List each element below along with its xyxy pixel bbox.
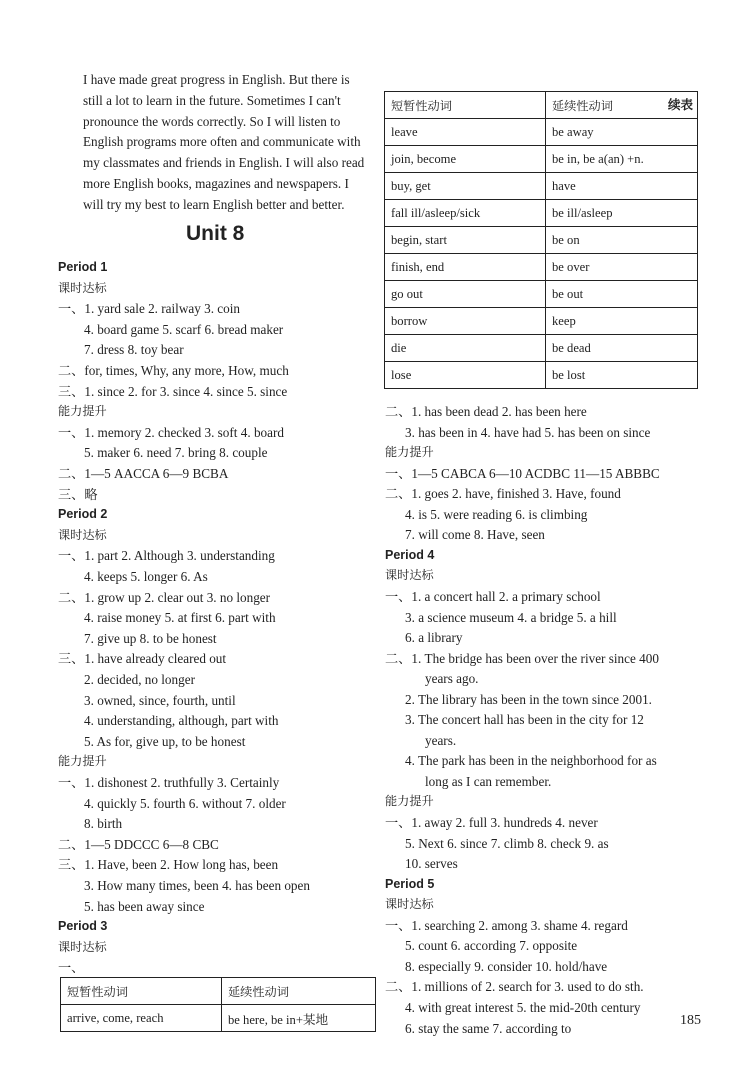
table-row — [385, 227, 698, 254]
answer-line: 2. The library has been in the town since 2001. — [405, 691, 652, 707]
table-cell: be out — [546, 281, 698, 308]
section-heading: 课时达标 — [58, 527, 107, 542]
answer-line: 三、1. since 2. for 3. since 4. since 5. since — [58, 383, 288, 399]
answer-line: 10. serves — [405, 856, 458, 872]
answer-line: 3. How many times, been 4. has been open — [84, 878, 310, 893]
answer-line: 4. raise money 5. at first 6. part with — [84, 610, 276, 626]
answer-line: years ago. — [425, 671, 479, 687]
period-heading: Period 3 — [58, 919, 108, 934]
answer-line: 一、1. dishonest 2. truthfully 3. Certainly — [58, 775, 280, 790]
page-number: 185 — [680, 1013, 701, 1028]
section-heading: 课时达标 — [58, 280, 107, 295]
answer-line: 3. a science museum 4. a bridge 5. a hill — [405, 609, 617, 625]
table-row — [385, 146, 698, 173]
table-cell: have — [546, 173, 698, 200]
answer-line: 二、1. millions of 2. search for 3. used to do sth. — [385, 979, 644, 995]
table-row — [385, 281, 698, 308]
paragraph-line: English programs more often and communicate with — [83, 134, 361, 150]
answer-line: 5. count 6. according 7. opposite — [405, 938, 578, 954]
table-cell: die — [385, 335, 546, 362]
table-cell: leave — [385, 119, 546, 146]
table-header-row — [385, 92, 698, 119]
paragraph-line: my classmates and friends in English. I will also read — [83, 155, 365, 171]
answer-line: 一、 — [58, 960, 85, 976]
table-cell: go out — [385, 281, 546, 308]
answer-line: 5. Next 6. since 7. climb 8. check 9. as — [405, 835, 609, 851]
answer-line: 7. give up 8. to be honest — [84, 630, 217, 646]
period-heading: Period 1 — [58, 260, 108, 274]
table-cell: be over — [546, 254, 698, 281]
answer-line: 8. especially 9. consider 10. hold/have — [405, 958, 608, 974]
table-row — [385, 335, 698, 362]
section-heading: 能力提升 — [385, 794, 434, 809]
answer-line: 6. stay the same 7. according to — [405, 1020, 572, 1036]
answer-line: 5. As for, give up, to be honest — [84, 733, 246, 749]
paragraph-line: I have made great progress in English. But there is — [83, 72, 350, 87]
table-row — [385, 200, 698, 227]
answer-line: 3. owned, since, fourth, until — [84, 692, 236, 708]
table-cell: borrow — [385, 308, 546, 335]
table-cell: begin, start — [385, 227, 546, 254]
answer-line: 8. birth — [84, 816, 123, 832]
period-heading: Period 5 — [385, 876, 435, 891]
answer-line: 二、1. has been dead 2. has been here — [385, 404, 587, 419]
answer-line: 4. The park has been in the neighborhood for as — [405, 753, 657, 769]
answer-line: 一、1. yard sale 2. railway 3. coin — [58, 301, 241, 317]
table-cell: be ill/asleep — [546, 200, 698, 227]
table-cell: be here, be in+某地 — [222, 1005, 376, 1032]
answer-line: 一、1—5 CABCA 6—10 ACDBC 11—15 ABBBC — [385, 465, 660, 481]
paragraph-line: will try my best to learn English better and better. — [83, 196, 345, 212]
table-cell: keep — [546, 308, 698, 335]
table-cell: arrive, come, reach — [61, 1005, 222, 1032]
section-heading: 课时达标 — [385, 568, 434, 583]
answer-line: 4. quickly 5. fourth 6. without 7. older — [84, 795, 286, 811]
table-cell: be dead — [546, 335, 698, 362]
table-header-cell: 延续性动词 — [546, 92, 698, 119]
answer-line: 一、1. away 2. full 3. hundreds 4. never — [385, 815, 598, 830]
answer-line: 一、1. searching 2. among 3. shame 4. regard — [385, 917, 628, 933]
section-heading: 能力提升 — [58, 404, 107, 419]
section-heading: 能力提升 — [385, 445, 434, 460]
answer-line: 二、1. The bridge has been over the river since 400 — [385, 650, 659, 666]
answer-line: long as I can remember. — [425, 773, 552, 789]
continued-label: 续表 — [668, 97, 694, 112]
answer-line: 三、1. Have, been 2. How long has, been — [58, 857, 279, 873]
answer-line: 4. is 5. were reading 6. is climbing — [405, 506, 588, 522]
answer-line: 4. board game 5. scarf 6. bread maker — [84, 321, 284, 337]
table-cell: join, become — [385, 146, 546, 173]
answer-line: 3. has been in 4. have had 5. has been on since — [405, 424, 651, 440]
answer-line: 一、1. a concert hall 2. a primary school — [385, 588, 601, 604]
answer-line: 7. will come 8. Have, seen — [405, 527, 545, 543]
answer-line: 三、1. have already cleared out — [58, 651, 227, 667]
answer-line: 4. understanding, although, part with — [84, 713, 279, 729]
answer-line: 4. with great interest 5. the mid-20th century — [405, 999, 641, 1015]
answer-line: 三、略 — [58, 486, 98, 502]
section-heading: 课时达标 — [385, 897, 434, 912]
table-row — [61, 1005, 376, 1032]
unit-title: Unit 8 — [186, 222, 245, 245]
table-header-cell: 延续性动词 — [222, 978, 376, 1005]
answer-line: 二、1. grow up 2. clear out 3. no longer — [58, 589, 271, 605]
period-heading: Period 4 — [385, 547, 435, 562]
period-heading: Period 2 — [58, 507, 108, 522]
table-row — [385, 308, 698, 335]
table-row — [385, 362, 698, 389]
paragraph-line: still a lot to learn in the future. Sometimes I can't — [83, 92, 341, 108]
answer-line: 7. dress 8. toy bear — [84, 342, 184, 358]
answer-line: 一、1. memory 2. checked 3. soft 4. board — [58, 424, 284, 440]
table-header-row — [61, 978, 376, 1005]
intro-paragraph — [83, 70, 375, 216]
section-heading: 课时达标 — [58, 939, 107, 954]
answer-line: 4. keeps 5. longer 6. As — [84, 569, 208, 584]
table-row — [385, 119, 698, 146]
answer-line: 二、1. goes 2. have, finished 3. Have, found — [385, 486, 621, 502]
table-header-cell: 短暂性动词 — [61, 978, 222, 1005]
answer-line: 5. has been away since — [84, 898, 205, 914]
table-row — [385, 173, 698, 200]
answer-line: 二、for, times, Why, any more, How, much — [58, 363, 289, 378]
table-cell: be on — [546, 227, 698, 254]
answer-line: 5. maker 6. need 7. bring 8. couple — [84, 445, 268, 461]
table-header-cell: 短暂性动词 — [385, 92, 546, 119]
answer-line: 二、1—5 DDCCC 6—8 CBC — [58, 836, 219, 852]
table-cell: fall ill/asleep/sick — [385, 200, 546, 227]
paragraph-line: pronounce the words correctly. So I will listen to — [83, 113, 341, 129]
table-cell: be in, be a(an) +n. — [546, 146, 698, 173]
verb-table-bottom — [60, 977, 376, 1032]
section-heading: 能力提升 — [58, 754, 107, 769]
paragraph-line: more English books, magazines and newspapers. I — [83, 175, 349, 191]
table-cell: be lost — [546, 362, 698, 389]
table-cell: lose — [385, 362, 546, 389]
verb-table-right — [384, 91, 698, 389]
answer-line: 6. a library — [405, 630, 463, 646]
answer-line: 3. The concert hall has been in the city for 12 — [405, 712, 644, 728]
answer-line: 二、1—5 AACCA 6—9 BCBA — [58, 466, 229, 481]
answer-line: years. — [425, 732, 457, 748]
table-cell: be away — [546, 119, 698, 146]
answer-line: 2. decided, no longer — [84, 672, 195, 687]
answer-line: 一、1. part 2. Although 3. understanding — [58, 548, 275, 564]
table-row — [385, 254, 698, 281]
table-cell: buy, get — [385, 173, 546, 200]
table-cell: finish, end — [385, 254, 546, 281]
